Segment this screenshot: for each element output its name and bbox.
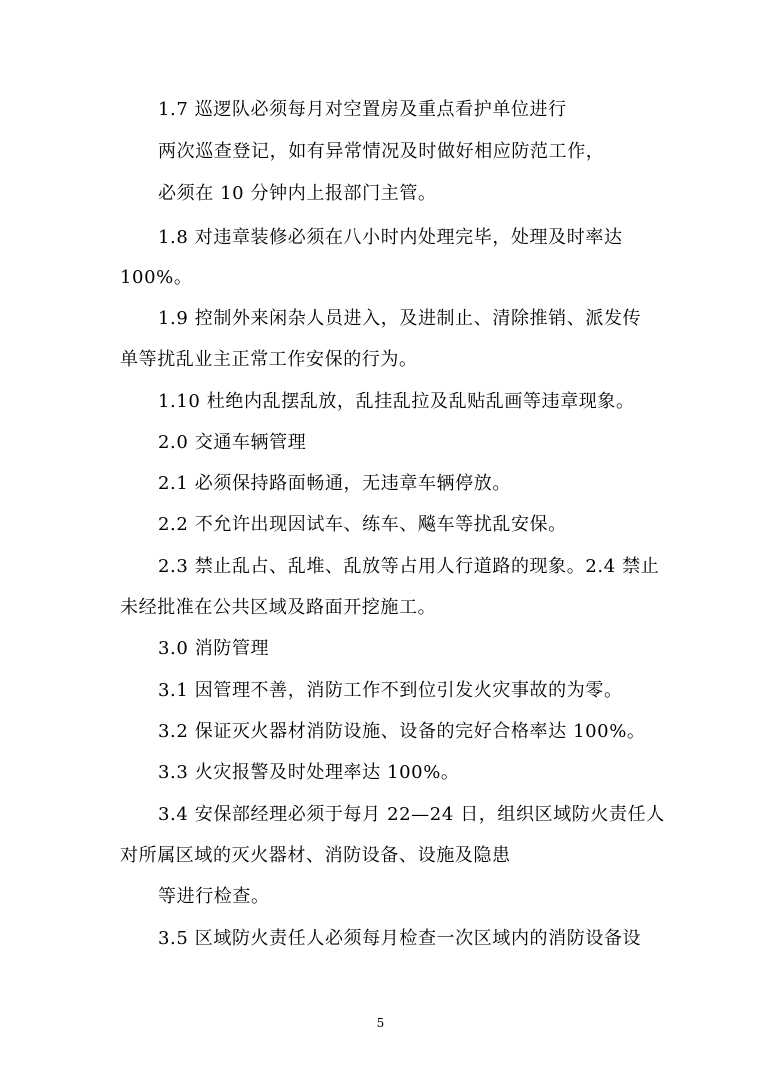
section-heading: 3.0 消防管理 (158, 638, 270, 659)
text-line: 必须在 10 分钟内上报部门主管。 (158, 183, 437, 204)
text-line: 3.2 保证灭火器材消防设施、设备的完好合格率达 100%。 (158, 721, 646, 742)
text-line: 3.5 区域防火责任人必须每月检查一次区域内的消防设备设 (158, 928, 642, 949)
text-line: 3.1 因管理不善，消防工作不到位引发火灾事故的为零。 (158, 680, 623, 701)
text-line: 2.3 禁止乱占、乱堆、乱放等占用人行道路的现象。2.4 禁止 (158, 556, 660, 577)
text-line: 未经批准在公共区域及路面开挖施工。 (120, 597, 437, 618)
text-line: 3.3 火灾报警及时处理率达 100%。 (158, 762, 460, 783)
text-line: 3.4 安保部经理必须于每月 22—24 日，组织区域防火责任人 (158, 804, 665, 825)
text-line: 两次巡查登记，如有异常情况及时做好相应防范工作， (158, 141, 605, 162)
text-line: 2.1 必须保持路面畅通，无违章车辆停放。 (158, 473, 511, 494)
text-line: 1.10 杜绝内乱摆乱放，乱挂乱拉及乱贴乱画等违章现象。 (158, 391, 635, 412)
text-line: 100%。 (120, 267, 193, 288)
text-line: 单等扰乱业主正常工作安保的行为。 (120, 349, 418, 370)
text-line: 等进行检查。 (158, 886, 270, 907)
text-line: 1.7 巡逻队必须每月对空置房及重点看护单位进行 (158, 99, 567, 120)
text-line: 对所属区域的灭火器材、消防设备、设施及隐患 (120, 845, 511, 866)
page-number: 5 (376, 1016, 385, 1030)
text-line: 1.8 对违章装修必须在八小时内处理完毕，处理及时率达 (158, 227, 623, 248)
text-line: 1.9 控制外来闲杂人员进入，及进制止、清除推销、派发传 (158, 308, 642, 329)
text-line: 2.2 不允许出现因试车、练车、飚车等扰乱安保。 (158, 514, 567, 535)
section-heading: 2.0 交通车辆管理 (158, 432, 307, 453)
